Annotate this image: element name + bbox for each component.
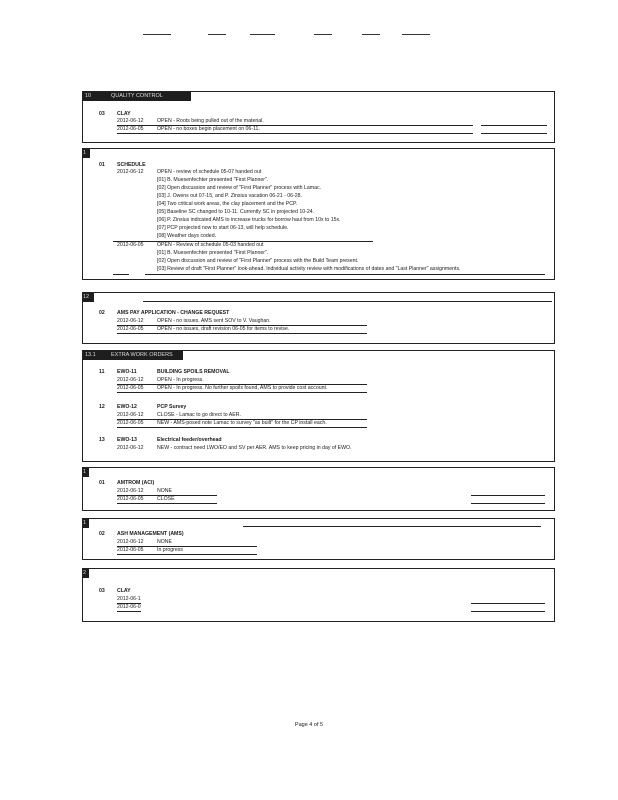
row-text: OPEN - no issues, draft revision 06-05 for items to revise. [157, 326, 290, 332]
row-text: OPEN - In progress. No further spoils found, AMS to provide cost account. [157, 385, 328, 391]
section-pay-application [82, 292, 555, 344]
row-text: [01] B. Muesenfechter presented "First Planner". [157, 177, 269, 183]
section-amtrom [82, 467, 555, 511]
section-schedule [82, 148, 555, 280]
item-code: 13 [99, 437, 105, 443]
section-header [83, 519, 89, 528]
row-date: 2012-06-05 [117, 496, 144, 502]
row-text: NONE [157, 539, 172, 545]
item-code: 02 [99, 531, 105, 537]
item-label: EWO-11 [117, 369, 137, 375]
row-date: 2012-06-05 [117, 326, 144, 332]
section-number: 1 [83, 150, 87, 156]
section-number: 12 [83, 294, 90, 300]
row-text: OPEN - no boxes begin placement on 06-11. [157, 126, 260, 132]
row-text: [03] Review of draft "First Planner" look-ahead. Individual activity review with modifications of dates and "Last Planner" assignments. [157, 266, 461, 272]
section-header [83, 351, 183, 360]
row-text: In progress [157, 547, 183, 553]
item-label: EWO-13 [117, 437, 137, 443]
row-date: 2012-06-12 [117, 118, 144, 124]
section-header [83, 569, 89, 578]
item-code: 02 [99, 310, 105, 316]
section-number: 13.1 [85, 352, 96, 358]
row-date: 2012-06-05 [117, 547, 144, 553]
row-text: [06] P. Zinsius indicated AMS to increase trucks for borrow haul from 10x to 15x. [157, 217, 341, 223]
section-number: 1 [83, 520, 87, 526]
item-label: AMS PAY APPLICATION - CHANGE REQUEST [117, 310, 230, 316]
item-label: SCHEDULE [117, 162, 146, 168]
item-label: CLAY [117, 588, 131, 594]
section-header [83, 468, 89, 477]
section-number: 2 [83, 570, 87, 576]
row-text: [05] Baseline SC changed to 10-11. Currently SC in projected 10-24. [157, 209, 315, 215]
section-number: 1 [83, 469, 87, 475]
row-date: 2012-06-05 [117, 420, 144, 426]
section-header [83, 92, 191, 101]
row-date: 2012-06-12 [117, 412, 144, 418]
row-text: [08] Weather days coded. [157, 233, 217, 239]
row-date: 2012-06-1 [117, 596, 141, 602]
row-text: CLOSE [157, 496, 175, 502]
item-label: AMTROM (ACI) [117, 480, 155, 486]
row-text: OPEN - Review of schedule 05-03 handed out [157, 242, 264, 248]
item-label: CLAY [117, 111, 131, 117]
row-text: OPEN - In progress. [157, 377, 204, 383]
section-ash-management [82, 518, 555, 560]
item-code: 01 [99, 162, 105, 168]
row-date: 2012-06-12 [117, 539, 144, 545]
row-date: 2012-06-12 [117, 445, 144, 451]
section-quality-control [82, 91, 555, 143]
row-text: OPEN - review of schedule 05-07 handed out [157, 169, 262, 175]
section-number: 10 [85, 93, 92, 99]
row-text: [07] PCP projected now to start 06-13, will help schedule. [157, 225, 289, 231]
item-desc: PCP Survey [157, 404, 187, 410]
row-date: 2012-06-12 [117, 377, 144, 383]
row-text: [03] J. Owens out 07-15, and P. Zinsius vacation 06-21 - 06-28. [157, 193, 302, 199]
item-desc: Electrical feeder/overhead [157, 437, 222, 443]
row-date: 2012-06-05 [117, 242, 144, 248]
section-title: EXTRA WORK ORDERS [111, 352, 173, 358]
row-text: NEW - AMS-posed note Lamac to survey "as built" for the CP install each. [157, 420, 327, 426]
section-title: QUALITY CONTROL [111, 93, 163, 99]
item-code: 03 [99, 588, 105, 594]
section-clay [82, 568, 555, 622]
row-date: 2012-06-0 [117, 604, 141, 610]
item-code: 01 [99, 480, 105, 486]
row-text: [04] Two critical work areas, the clay placement and the PCP. [157, 201, 298, 207]
row-text: CLOSE - Lamac to go direct to AER. [157, 412, 241, 418]
page-footer: Page 4 of 5 [294, 722, 324, 728]
section-header [83, 149, 90, 158]
row-date: 2012-06-12 [117, 318, 144, 324]
row-text: [02] Open discussion and review of "First Planner" process with Lamac. [157, 185, 321, 191]
section-extra-work-orders [82, 350, 555, 462]
row-date: 2012-06-05 [117, 126, 144, 132]
row-text: [01] B. Muesenfechter presented "First Planner". [157, 250, 269, 256]
item-desc: BUILDING SPOILS REMOVAL [157, 369, 230, 375]
item-code: 12 [99, 404, 105, 410]
row-date: 2012-06-12 [117, 488, 144, 494]
row-text: OPEN - Roots being pulled out of the material. [157, 118, 264, 124]
row-date: 2012-06-12 [117, 169, 144, 175]
row-text: [02] Open discussion and review of "First Planner" process with the Build Team present. [157, 258, 359, 264]
row-text: NEW - contract need LWO/EO and SV per AER. AMS to keep pricing in day of EWO. [157, 445, 352, 451]
item-label: ASH MANAGEMENT (AMS) [117, 531, 184, 537]
row-text: NONE [157, 488, 172, 494]
item-label: EWO-12 [117, 404, 137, 410]
item-code: 11 [99, 369, 105, 375]
row-text: OPEN - no issues. AMS sent SOV to V. Vaughan. [157, 318, 271, 324]
item-code: 03 [99, 111, 105, 117]
row-date: 2012-06-05 [117, 385, 144, 391]
section-header [83, 293, 94, 302]
